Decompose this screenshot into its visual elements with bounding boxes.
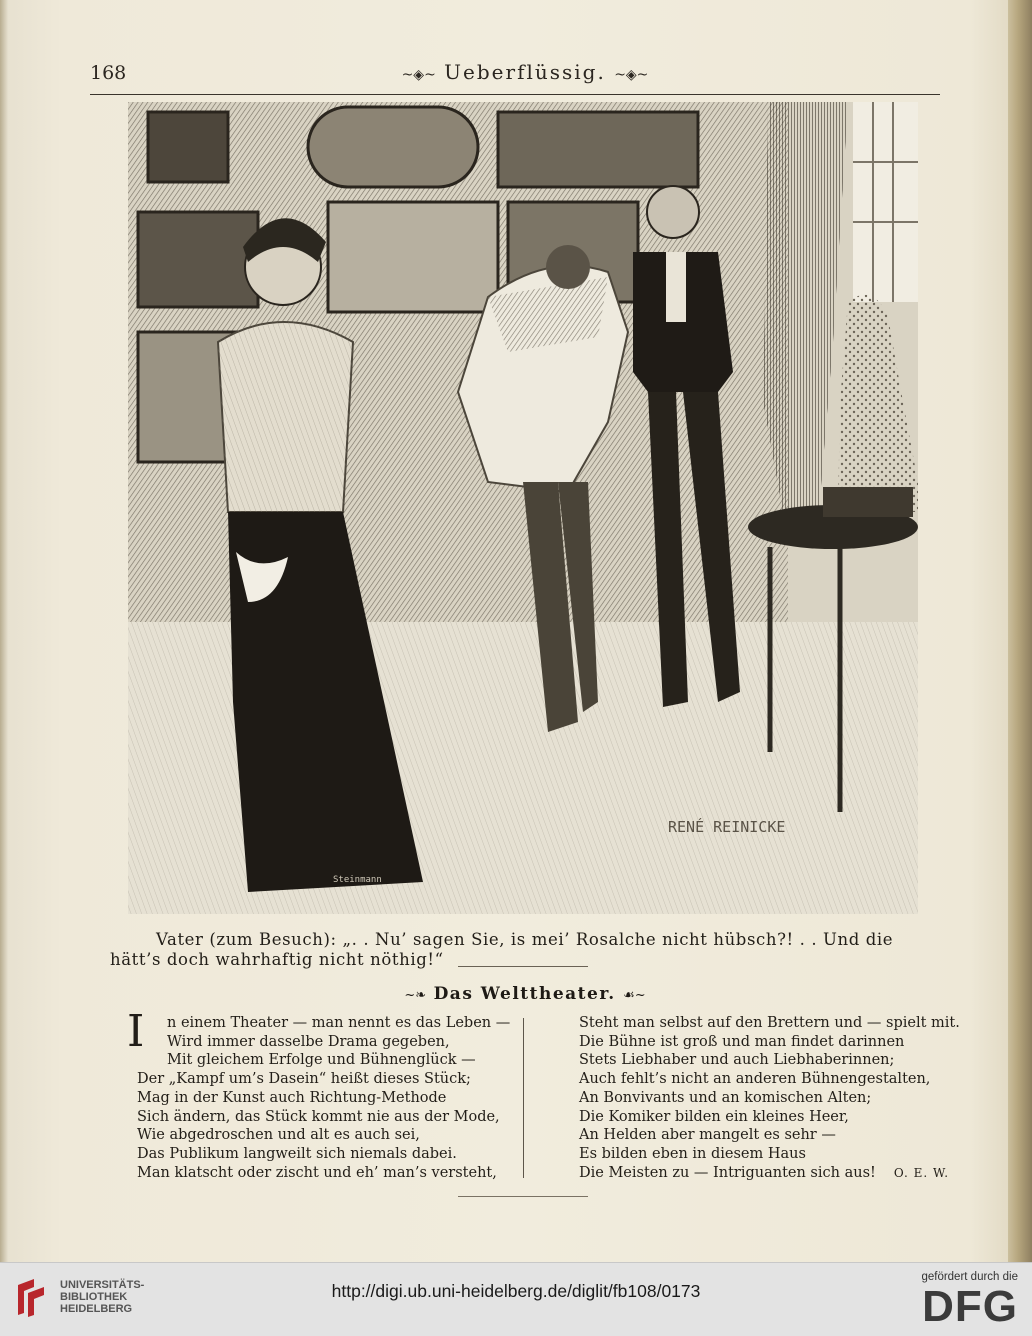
bottom-separator [458,1196,588,1197]
painting-top-right [498,112,698,187]
poem-line: Man klatscht oder zischt und eh’ man’s versteht, [137,1164,497,1181]
poem-line [579,1164,954,1183]
poem-line: Es bilden eben in diesem Haus [579,1145,806,1162]
poem-author: O. E. W. [893,1165,950,1180]
painting-bust [328,202,498,312]
poem-line: Der „Kampf um’s Dasein“ heißt dieses Stück; [137,1071,471,1088]
engraving-illustration [128,102,918,914]
page-edge-left [0,0,8,1262]
poem-line: Mag in der Kunst auch Richtung-Methode [137,1089,447,1106]
library-line: BIBLIOTHEK [60,1291,128,1303]
ornament-left: ~◈~ [401,67,436,83]
poem-title [380,984,670,1004]
drop-cap: I [127,1006,145,1057]
poem-line: An Helden aber mangelt es sehr — [579,1127,836,1144]
artist-signature: RENÉ REINICKE [668,818,786,836]
caption-text: Vater (zum Besuch): „. . Nu’ sagen Sie, is mei’ Rosalche nicht hübsch?! . . Und die hätt’s doch wahrhaftig nicht nöthig!“ [110,930,894,969]
poem-line: Die Bühne ist groß und man findet darinnen [579,1033,905,1050]
title-ornament-left: ~❧ [404,988,427,1003]
poem-last-line: Die Meisten zu — Intriguanten sich aus! [579,1164,876,1181]
window [853,102,918,302]
page-edge-right [1008,0,1032,1262]
library-logo-icon [14,1277,50,1317]
painting-left-mid [138,212,258,307]
engraver-signature: Steinmann [333,875,382,885]
poem-right-column [579,1014,960,1182]
poem-line: Mit gleichem Erfolge und Bühnenglück — [167,1052,476,1069]
painting-oval [308,107,478,187]
poem-line: Wie abgedroschen und alt es auch sei, [137,1127,420,1144]
ornament-right: ~◈~ [614,67,649,83]
permalink-text[interactable]: http://digi.ub.uni-heidelberg.de/diglit/fb108/0173 [331,1281,701,1301]
poem-line: Die Komiker bilden ein kleines Heer, [579,1108,849,1125]
library-line: UNIVERSITÄTS- [60,1279,145,1291]
library-line: HEIDELBERG [60,1303,133,1315]
title-ornament-right: ☙~ [623,988,646,1003]
running-title [380,60,670,84]
poem-left-column [127,1006,517,1182]
poem-line: Auch fehlt’s nicht an anderen Bühnengestalten, [579,1071,931,1088]
dfg-logo: DFG [922,1282,1018,1331]
permalink[interactable] [300,1281,732,1302]
running-title-text: Ueberflüssig. [444,60,606,84]
poem-line: An Bonvivants und an komischen Alten; [579,1089,872,1106]
separator-rule [458,966,588,967]
painting-top-left [148,112,228,182]
poem-line: Sich ändern, das Stück kommt nie aus der Mode, [137,1108,500,1125]
poem-line: Steht man selbst auf den Brettern und — spielt mit. [579,1015,960,1031]
poem-line: Das Publikum langweilt sich niemals dabei. [137,1145,457,1162]
header-rule [90,94,940,95]
illustration-caption [110,930,940,970]
page-number: 168 [90,62,127,84]
library-name [60,1279,144,1315]
viewer-footer [0,1262,1032,1336]
poem-line: n einem Theater — man nennt es das Leben — [167,1015,511,1031]
column-divider [523,1018,524,1178]
funding-text: gefördert durch die [921,1271,1018,1283]
poem-line: Wird immer dasselbe Drama gegeben, [167,1033,450,1050]
poem-line: Stets Liebhaber und auch Liebhaberinnen; [579,1052,895,1069]
poem-title-text: Das Welttheater. [433,984,616,1004]
